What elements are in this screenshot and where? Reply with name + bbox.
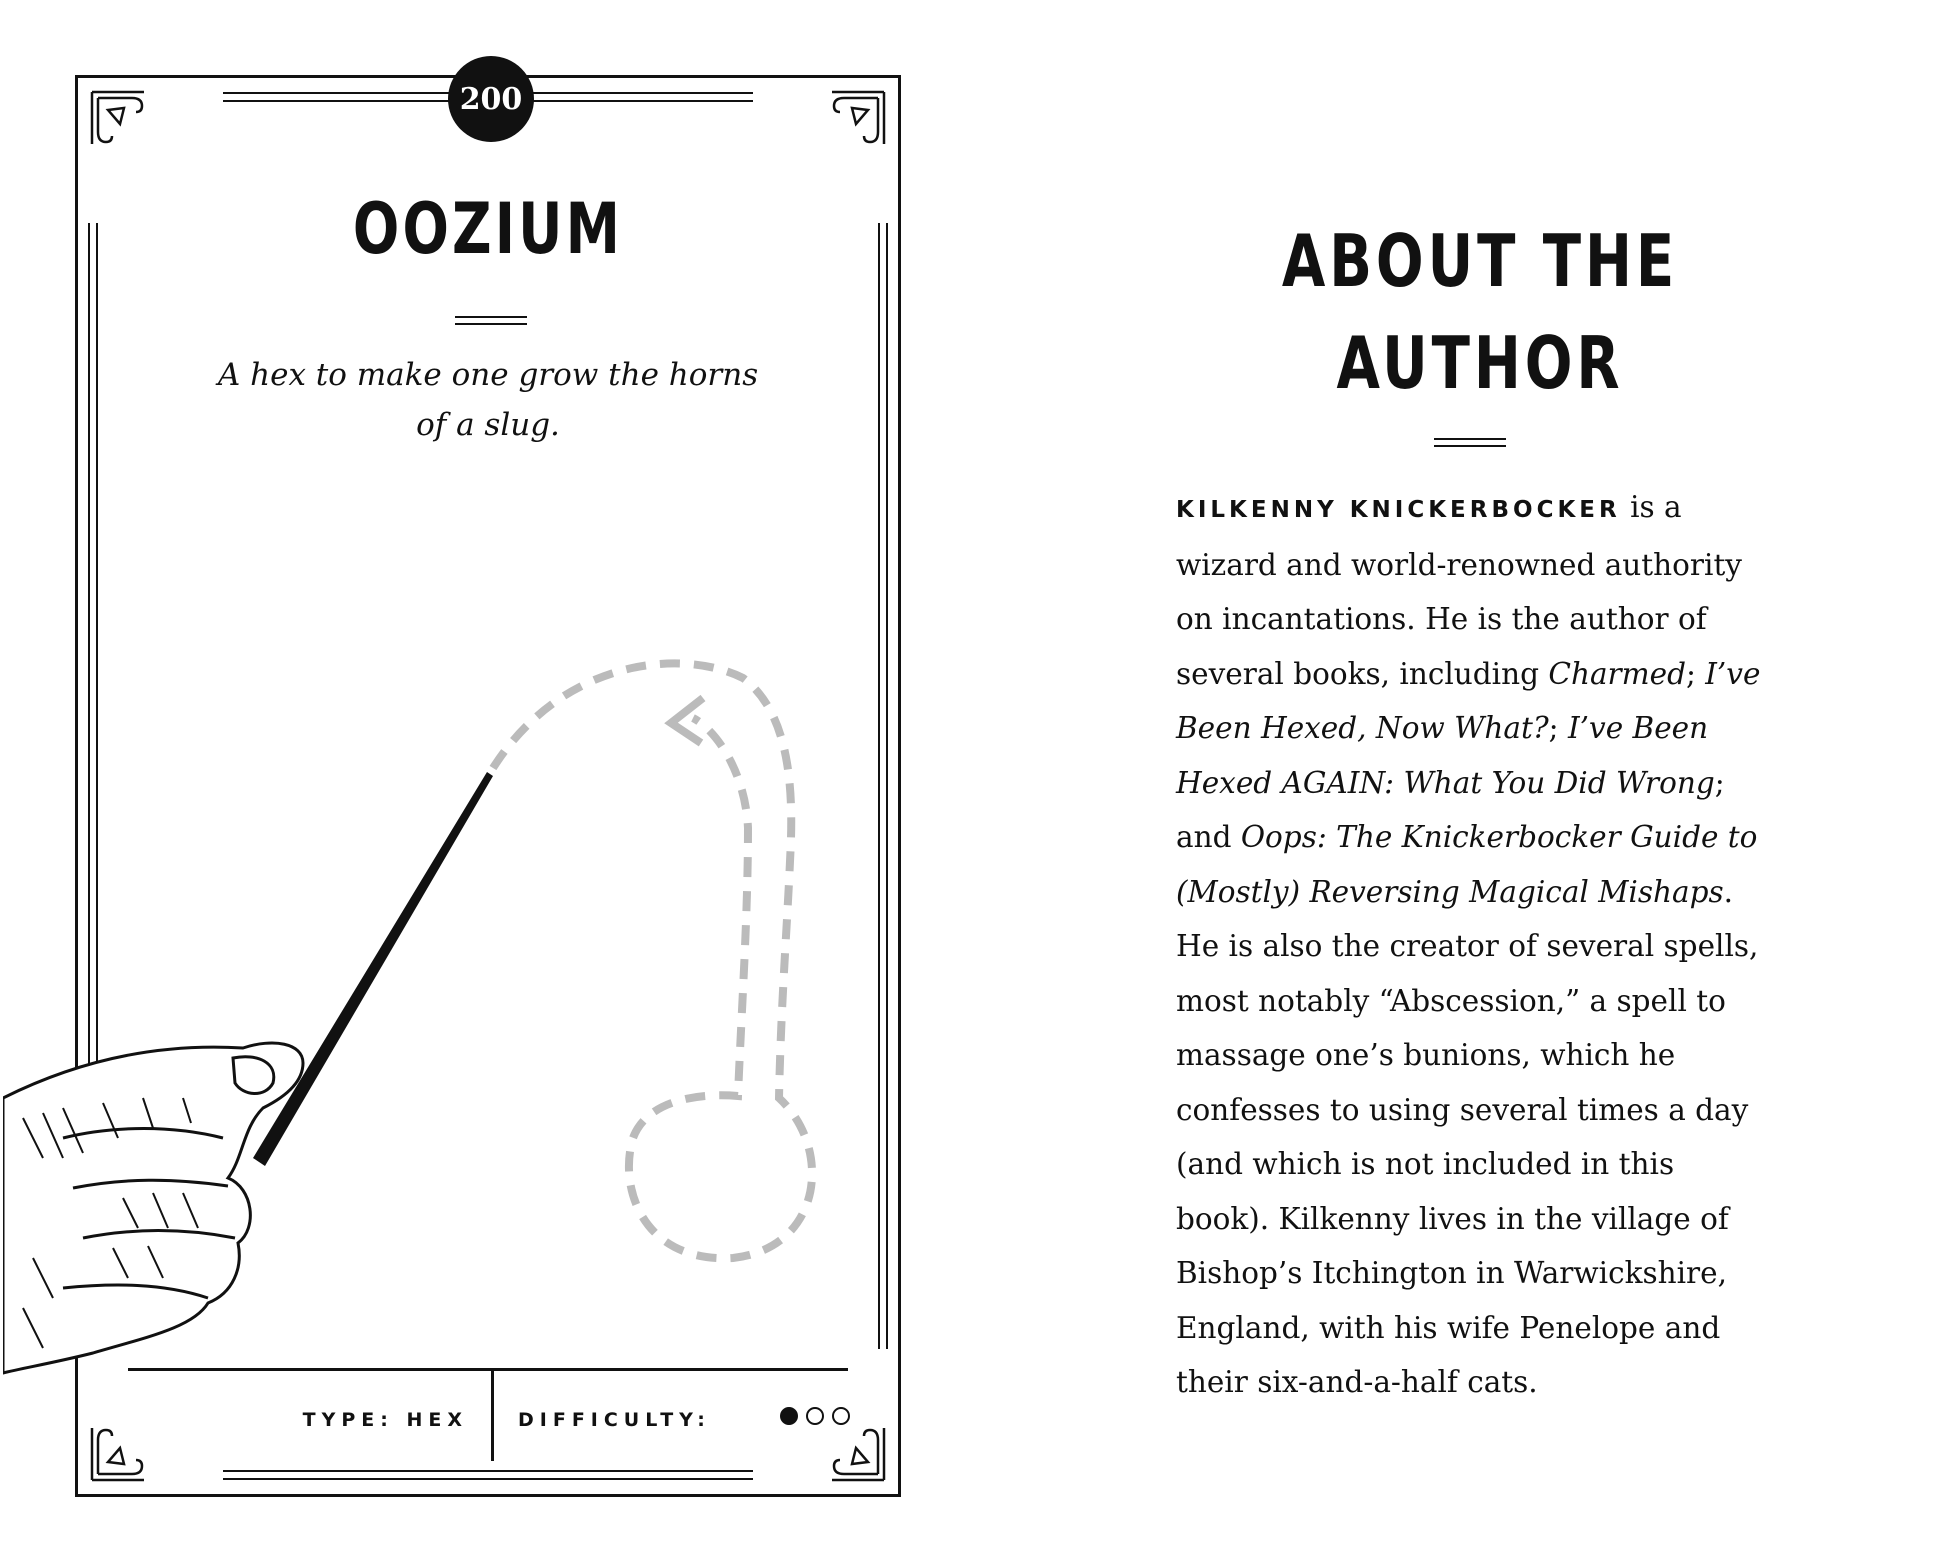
difficulty-dot-3 xyxy=(832,1407,850,1425)
spell-card xyxy=(75,75,901,1497)
spell-title: OOZIUM xyxy=(352,188,624,270)
wand-gesture-illustration xyxy=(3,538,903,1378)
book-title-1: Charmed xyxy=(1548,656,1686,691)
corner-ornament-icon xyxy=(802,84,892,174)
page-number-badge: 200 xyxy=(448,56,534,142)
about-divider xyxy=(1434,438,1506,447)
about-heading-line2: AUTHOR xyxy=(1336,321,1624,405)
card-border-bottom xyxy=(223,1470,753,1480)
title-divider xyxy=(455,316,527,325)
wand-icon xyxy=(253,772,493,1166)
difficulty-rating xyxy=(780,1407,850,1425)
bio-text-1: is a wizard and world-renowned authority on incantations. He is the author of several books, including xyxy=(1176,490,1742,691)
footer-divider xyxy=(491,1371,494,1461)
bio-sep-2: ; xyxy=(1548,711,1568,745)
hand-icon xyxy=(3,1043,303,1373)
book-title-2: I’ve Been Hexed, Now What? xyxy=(1176,656,1761,745)
about-heading xyxy=(1238,210,1722,414)
author-bio xyxy=(1176,480,1766,1410)
card-footer xyxy=(128,1368,848,1461)
about-heading-line1: ABOUT THE xyxy=(1281,219,1679,303)
book-title-4: Oops: The Knickerbocker Guide to (Mostly) Reversing Magical Mishaps xyxy=(1176,820,1758,909)
spell-type: TYPE: HEX xyxy=(302,1409,468,1431)
difficulty-label: DIFFICULTY: xyxy=(518,1409,711,1431)
spell-description: A hex to make one grow the horns of a slug. xyxy=(217,357,759,443)
difficulty-dot-2 xyxy=(806,1407,824,1425)
book-title-3: I’ve Been Hexed AGAIN: What You Did Wrong xyxy=(1176,711,1715,800)
difficulty-dot-1 xyxy=(780,1407,798,1425)
gesture-path xyxy=(493,663,812,1258)
corner-ornament-icon xyxy=(84,84,174,174)
bio-text-2: . He is also the creator of several spells, most notably “Abscession,” a spell to massage one’s bunions, which he confesses to using several times a day (and which is not included in this book). Kilkenny lives in the village of Bishop’s Itchington in Warwickshire, England, with his wife Penelope and their six-and-a-half cats. xyxy=(1176,874,1759,1399)
bio-sep-3: ; and xyxy=(1176,765,1725,854)
author-name: KILKENNY KNICKERBOCKER xyxy=(1176,497,1621,523)
bio-sep-1: ; xyxy=(1685,656,1706,691)
